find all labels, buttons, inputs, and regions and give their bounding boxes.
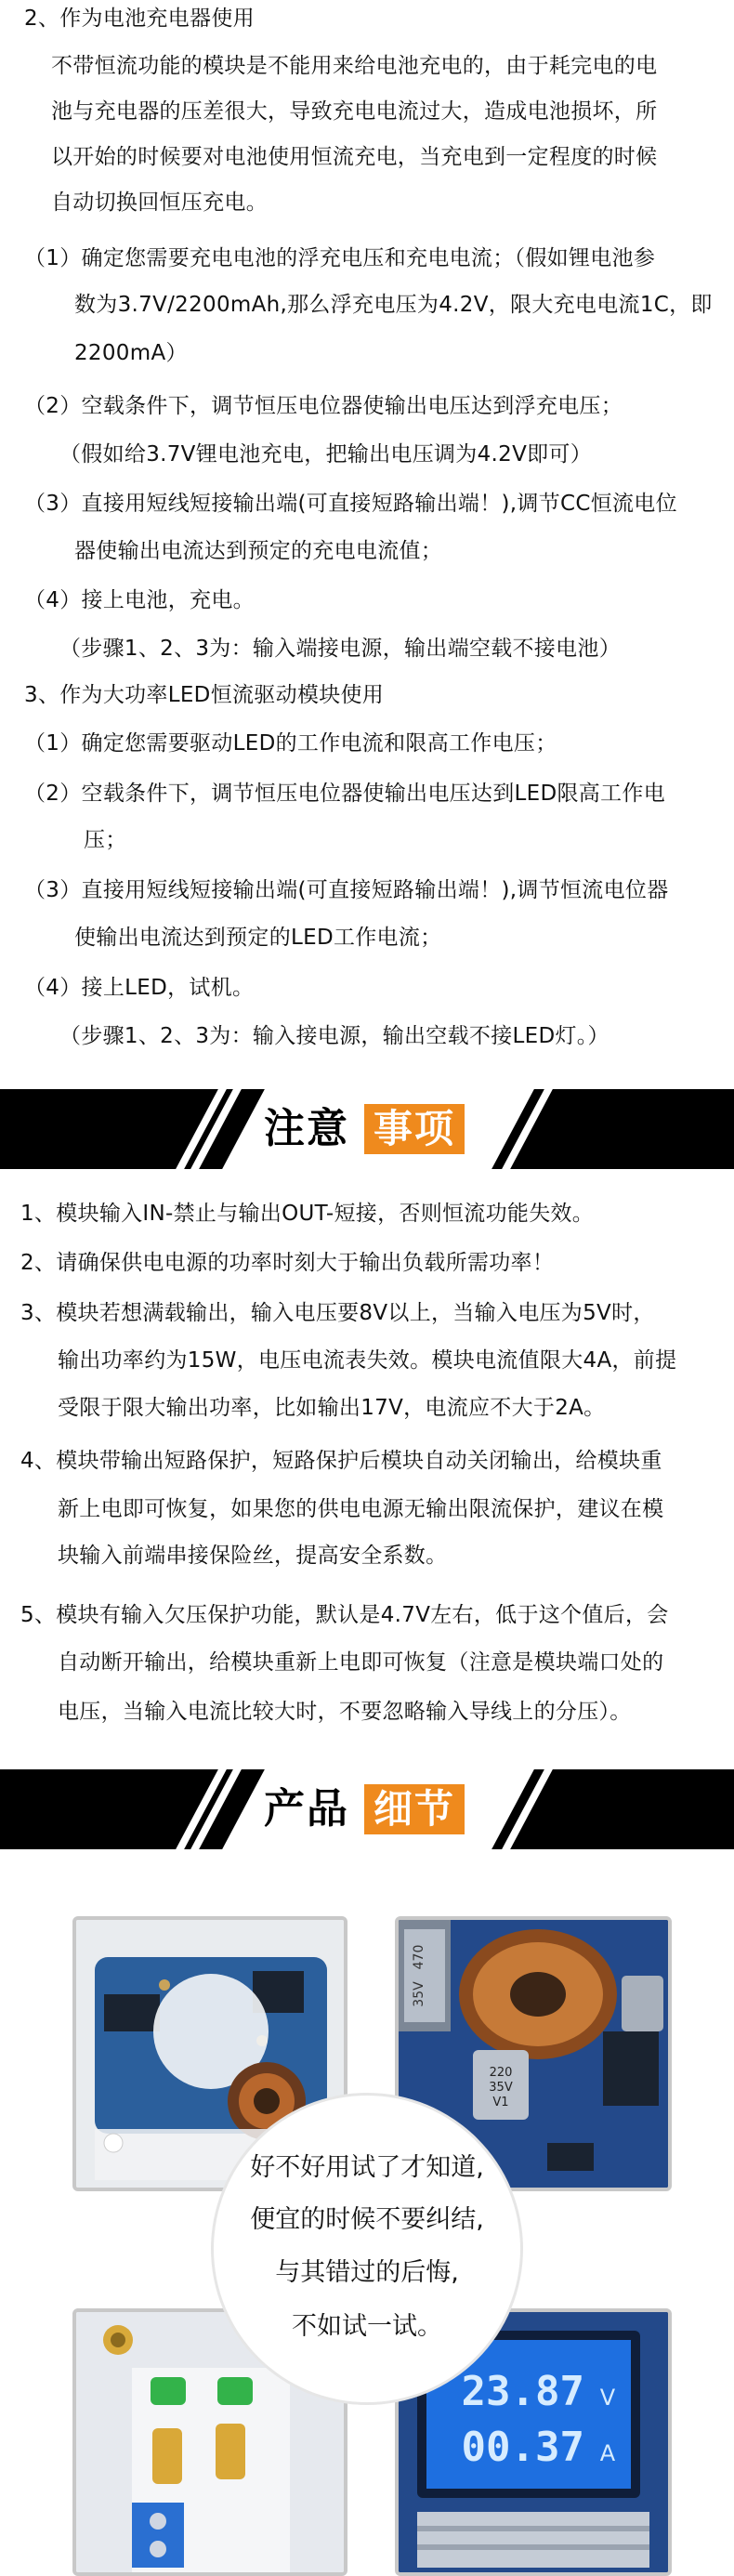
- lcd-current-unit: A: [599, 2440, 616, 2466]
- details-title-left: 产品: [264, 1785, 349, 1833]
- details-banner: [0, 1769, 734, 1849]
- notice-title-left: 注意: [264, 1105, 349, 1152]
- notice-line: 3、模块若想满载输出，输入电压要8V以上，当输入电压为5V时，: [20, 1301, 655, 1325]
- slogan-bubble: [214, 2096, 520, 2402]
- lcd-current-readout: 00.37: [461, 2424, 584, 2471]
- lcd-voltage-unit: V: [599, 2385, 616, 2411]
- usage-line: 2、作为电池充电器使用: [24, 7, 255, 31]
- usage-line: （步骤1、2、3为：输入端接电源，输出端空载不接电池）: [59, 637, 621, 661]
- usage-line: 以开始的时候要对电池使用恒流充电，当充电到一定程度的时候: [51, 145, 658, 169]
- usage-line: 数为3.7V/2200mAh,那么浮充电压为4.2V，限大充电电流1C，即: [74, 293, 713, 317]
- notice-line: 输出功率约为15W，电压电流表失效。模块电流值限大4A，前提: [58, 1348, 677, 1373]
- notice-title-box: 事项: [364, 1104, 465, 1154]
- notice-line: 1、模块输入IN-禁止与输出OUT-短接，否则恒流功能失效。: [20, 1202, 595, 1226]
- capacitor-label: 470: [412, 1944, 426, 1970]
- notice-line: 电压，当输入电流比较大时，不要忽略输入导线上的分压）。: [58, 1700, 632, 1724]
- notice-line: 2、请确保供电电源的功率时刻大于输出负载所需功率！: [20, 1251, 555, 1275]
- usage-line: 使输出电流达到预定的LED工作电流；: [74, 926, 442, 950]
- usage-line: （3）直接用短线短接输出端(可直接短路输出端！),调节CC恒流电位: [24, 492, 677, 516]
- usage-line: （假如给3.7V锂电池充电，把输出电压调为4.2V即可）: [59, 442, 593, 467]
- slogan-line: 与其错过的后悔,: [275, 2258, 459, 2287]
- usage-line: （3）直接用短线短接输出端(可直接短路输出端！),调节恒流电位器: [24, 878, 669, 902]
- details-title-box: 细节: [364, 1784, 465, 1834]
- usage-line: （4）接上电池，充电。: [24, 588, 255, 612]
- usage-line: 2200mA）: [74, 341, 188, 365]
- usage-line: （4）接上LED，试机。: [24, 976, 255, 1000]
- usage-line: （2）空载条件下，调节恒压电位器使输出电压达到浮充电压；: [24, 394, 623, 418]
- usage-line: 池与充电器的压差很大，导致充电电流过大，造成电池损坏，所: [51, 99, 658, 124]
- notice-line: 自动断开输出，给模块重新上电即可恢复（注意是模块端口处的: [58, 1650, 664, 1675]
- usage-line: （1）确定您需要充电电池的浮充电压和充电电流；（假如锂电池参: [24, 246, 656, 270]
- notice-line: 4、模块带输出短路保护，短路保护后模块自动关闭输出，给模块重: [20, 1449, 662, 1473]
- usage-line: 器使输出电流达到预定的充电电流值；: [74, 539, 443, 563]
- slogan-line: 不如试一试。: [292, 2312, 442, 2341]
- notice-line: 块输入前端串接保险丝，提高安全系数。: [58, 1544, 448, 1568]
- notice-line: 新上电即可恢复，如果您的供电电源无输出限流保护，建议在模: [58, 1497, 664, 1521]
- capacitor-label: V1: [492, 2096, 509, 2109]
- slogan-line: 便宜的时候不要纠结,: [250, 2205, 484, 2234]
- usage-line: 不带恒流功能的模块是不能用来给电池充电的，由于耗完电的电: [51, 54, 658, 78]
- capacitor-label: 220: [489, 2066, 513, 2080]
- notice-line: 5、模块有输入欠压保护功能，默认是4.7V左右，低于这个值后，会: [20, 1603, 669, 1627]
- lcd-voltage-readout: 23.87: [461, 2368, 584, 2415]
- usage-line: 3、作为大功率LED恒流驱动模块使用: [24, 683, 385, 707]
- capacitor-label: 35V: [412, 1981, 426, 2007]
- usage-line: 自动切换回恒压充电。: [51, 191, 268, 215]
- usage-line: 压；: [84, 828, 127, 852]
- usage-line: （步骤1、2、3为：输入接电源，输出空载不接LED灯。）: [59, 1024, 609, 1048]
- usage-line: （1）确定您需要驱动LED的工作电流和限高工作电压；: [24, 731, 557, 756]
- slogan-line: 好不好用试了才知道,: [250, 2153, 484, 2182]
- usage-line: （2）空载条件下，调节恒压电位器使输出电压达到LED限高工作电: [24, 782, 665, 806]
- notice-banner: [0, 1089, 734, 1169]
- notice-line: 受限于限大输出功率，比如输出17V，电流应不大于2A。: [58, 1396, 606, 1420]
- capacitor-label: 35V: [489, 2081, 513, 2095]
